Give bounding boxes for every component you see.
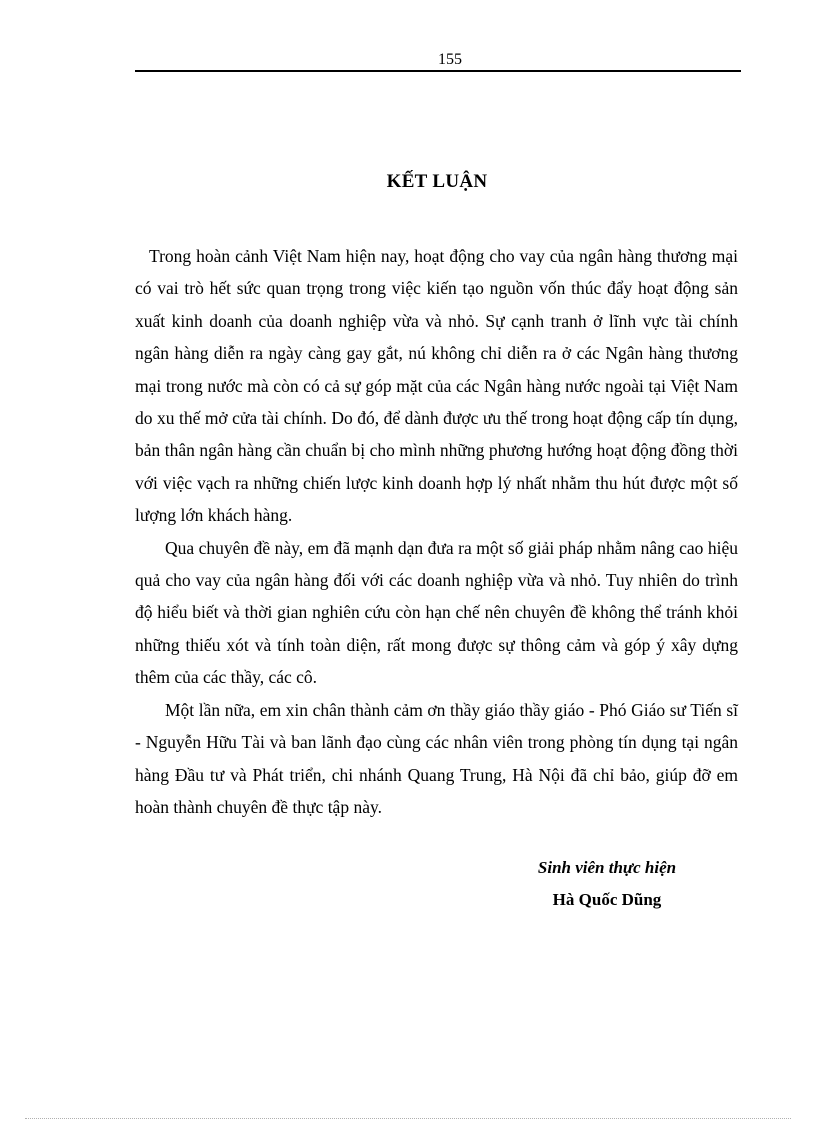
document-body <box>135 240 738 823</box>
header-rule <box>135 70 741 72</box>
footer-rule <box>25 1118 791 1119</box>
document-title: KẾT LUẬN <box>386 171 488 192</box>
paragraph-2: Qua chuyên đề này, em đã mạnh dạn đưa ra một số giải pháp nhằm nâng cao hiệu quả cho vay của ngân hàng đối với các doanh nghiệp vừa và nhỏ. Tuy nhiên do trình độ hiểu biết và thời gian nghiên cứu còn hạn chế nên chuyên đề không thể tránh khỏi những thiếu xót và tính toàn diện, rất mong được sự thông cảm và góp ý xây dựng thêm của các thầy, các cô. <box>135 537 738 688</box>
signature-block <box>430 852 784 916</box>
paragraph-3: Một lần nữa, em xin chân thành cảm ơn thầy giáo thầy giáo - Phó Giáo sư Tiến sĩ - Nguyễn Hữu Tài và ban lãnh đạo cùng các nhân viên trong phòng tín dụng tại ngân hàng Đầu tư và Phát triển, chi nhánh Quang Trung, Hà Nội đã chỉ bảo, giúp đỡ em hoàn thành chuyên đề thực tập này. <box>135 699 738 817</box>
signature-name: Hà Quốc Dũng <box>552 890 662 909</box>
page-number: 155 <box>438 51 462 68</box>
signature-role: Sinh viên thực hiện <box>537 858 677 877</box>
paragraph-1: Trong hoàn cảnh Việt Nam hiện nay, hoạt động cho vay của ngân hàng thương mại có vai trò hết sức quan trọng trong việc kiến tạo nguồn vốn thúc đẩy hoạt động sản xuất kinh doanh của doanh nghiệp vừa và nhỏ. Sự cạnh tranh ở lĩnh vực tài chính ngân hàng diễn ra ngày càng gay gắt, nú không chỉ diễn ra ở các Ngân hàng thương mại trong nước mà còn có cả sự góp mặt của các Ngân hàng nước ngoài tại Việt Nam do xu thế mở cửa tài chính. Do đó, để dành được ưu thế trong hoạt động cấp tín dụng, bản thân ngân hàng cần chuẩn bị cho mình những phương hướng hoạt động đồng thời với việc vạch ra những chiến lược kinh doanh hợp lý nhất nhằm thu hút được một số lượng lớn khách hàng. <box>135 246 738 526</box>
